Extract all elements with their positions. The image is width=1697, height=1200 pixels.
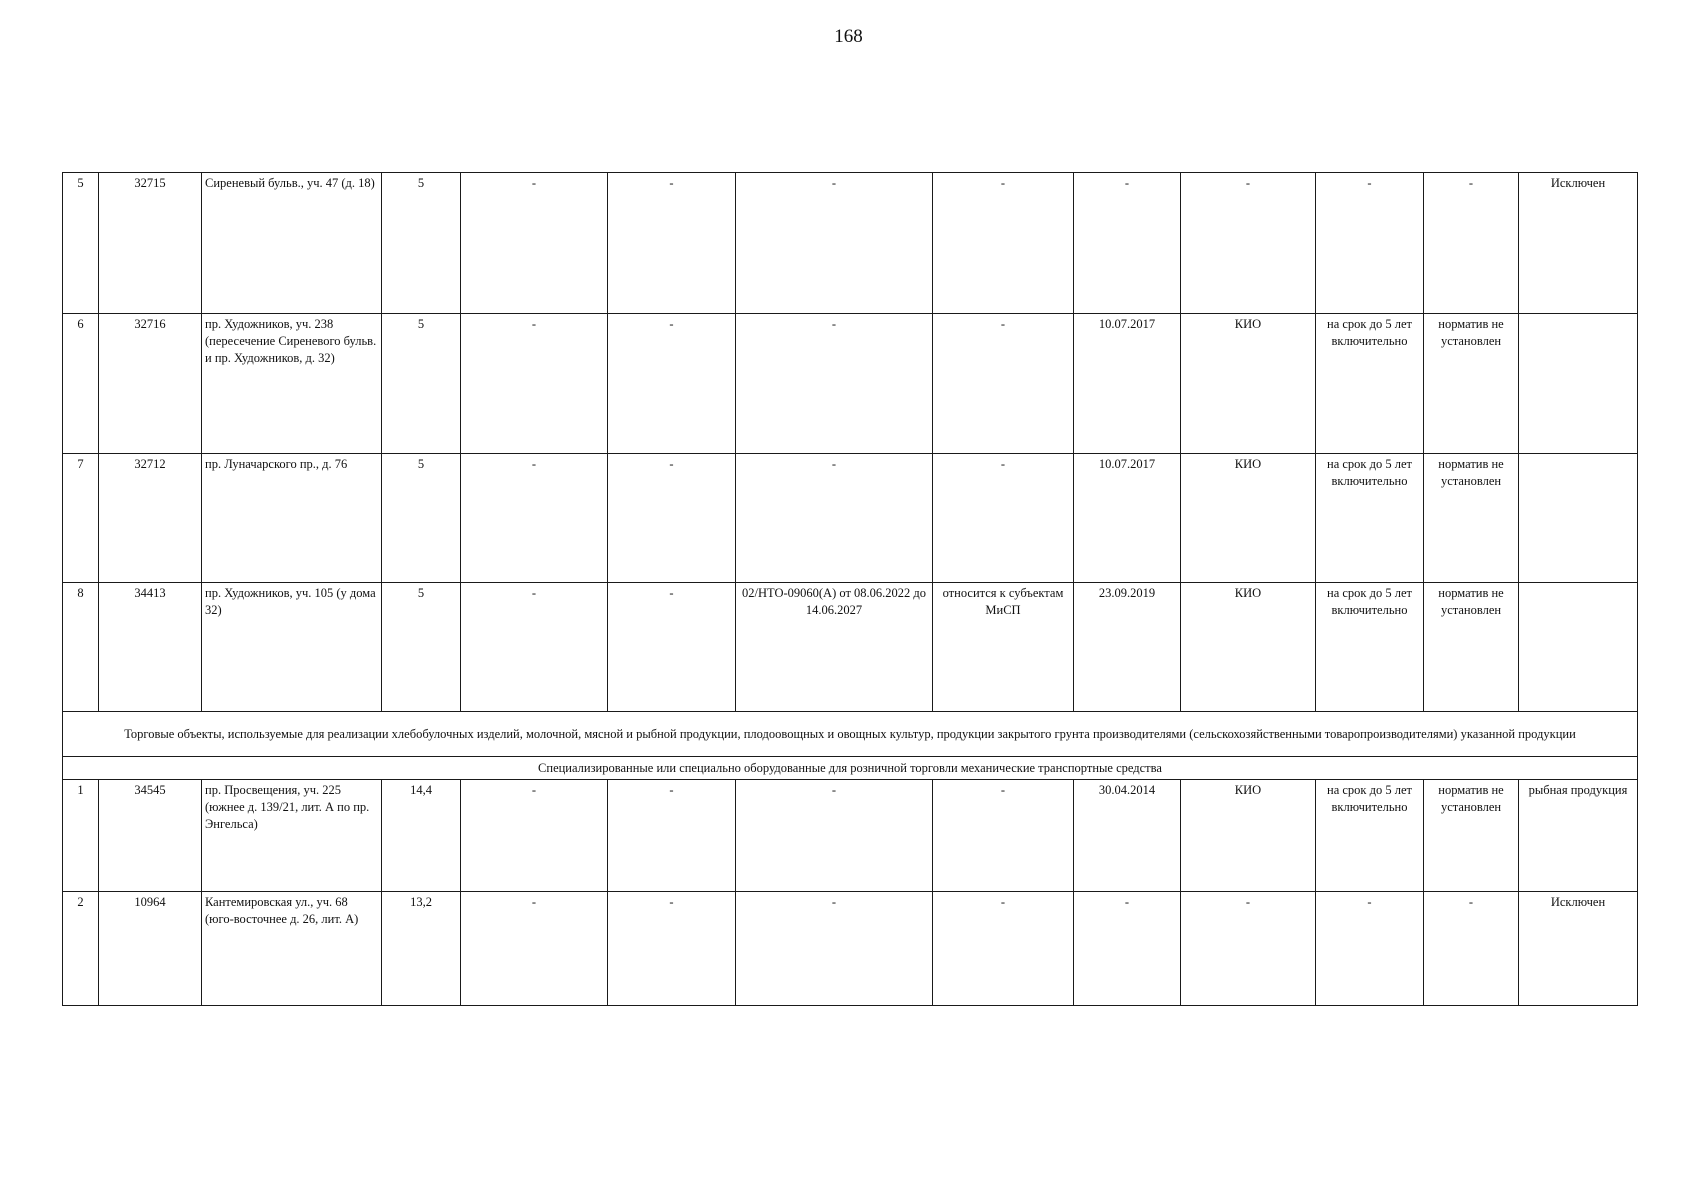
address: Сиреневый бульв., уч. 47 (д. 18): [202, 173, 382, 314]
inclusion-date: -: [1074, 892, 1181, 1006]
term: на срок до 5 лет включительно: [1316, 314, 1424, 454]
area: 13,2: [382, 892, 461, 1006]
cell-col5: -: [461, 583, 608, 712]
msp-status: -: [933, 780, 1074, 892]
area: 5: [382, 173, 461, 314]
note: [1519, 454, 1638, 583]
authority: КИО: [1181, 780, 1316, 892]
cell-col6: -: [608, 780, 736, 892]
term: на срок до 5 лет включительно: [1316, 583, 1424, 712]
note: Исключен: [1519, 173, 1638, 314]
contract: -: [736, 454, 933, 583]
contract: -: [736, 780, 933, 892]
note: Исключен: [1519, 892, 1638, 1006]
row-number: 1: [63, 780, 99, 892]
register-table: [62, 172, 1638, 1006]
norm: -: [1424, 892, 1519, 1006]
row-number: 5: [63, 173, 99, 314]
cell-col6: -: [608, 314, 736, 454]
contract: -: [736, 173, 933, 314]
address: пр. Художников, уч. 238 (пересечение Сиреневого бульв. и пр. Художников, д. 32): [202, 314, 382, 454]
msp-status: -: [933, 892, 1074, 1006]
norm: -: [1424, 173, 1519, 314]
contract: -: [736, 892, 933, 1006]
cell-col6: -: [608, 892, 736, 1006]
table-row: [63, 454, 1638, 583]
address: пр. Просвещения, уч. 225 (южнее д. 139/21, лит. А по пр. Энгельса): [202, 780, 382, 892]
cell-col5: -: [461, 173, 608, 314]
object-id: 34413: [99, 583, 202, 712]
cell-col5: -: [461, 314, 608, 454]
object-id: 10964: [99, 892, 202, 1006]
norm: норматив не установлен: [1424, 454, 1519, 583]
norm: норматив не установлен: [1424, 314, 1519, 454]
cell-col6: -: [608, 454, 736, 583]
address: пр. Луначарского пр., д. 76: [202, 454, 382, 583]
row-number: 7: [63, 454, 99, 583]
area: 5: [382, 454, 461, 583]
authority: -: [1181, 892, 1316, 1006]
inclusion-date: 30.04.2014: [1074, 780, 1181, 892]
object-id: 32712: [99, 454, 202, 583]
page-number: 168: [834, 26, 863, 47]
norm: норматив не установлен: [1424, 583, 1519, 712]
table-row: [63, 173, 1638, 314]
authority: КИО: [1181, 454, 1316, 583]
object-id: 32716: [99, 314, 202, 454]
cell-col5: -: [461, 780, 608, 892]
term: на срок до 5 лет включительно: [1316, 780, 1424, 892]
address: Кантемировская ул., уч. 68 (юго-восточнее д. 26, лит. А): [202, 892, 382, 1006]
msp-status: -: [933, 314, 1074, 454]
subsection-heading-row: [63, 757, 1638, 780]
row-number: 2: [63, 892, 99, 1006]
cell-col6: -: [608, 173, 736, 314]
msp-status: -: [933, 454, 1074, 583]
area: 14,4: [382, 780, 461, 892]
term: -: [1316, 173, 1424, 314]
table-row: [63, 892, 1638, 1006]
term: на срок до 5 лет включительно: [1316, 454, 1424, 583]
area: 5: [382, 314, 461, 454]
object-id: 34545: [99, 780, 202, 892]
note: [1519, 314, 1638, 454]
address: пр. Художников, уч. 105 (у дома 32): [202, 583, 382, 712]
inclusion-date: 10.07.2017: [1074, 314, 1181, 454]
inclusion-date: 23.09.2019: [1074, 583, 1181, 712]
authority: -: [1181, 173, 1316, 314]
cell-col5: -: [461, 892, 608, 1006]
note: рыбная продукция: [1519, 780, 1638, 892]
authority: КИО: [1181, 314, 1316, 454]
term: -: [1316, 892, 1424, 1006]
object-id: 32715: [99, 173, 202, 314]
authority: КИО: [1181, 583, 1316, 712]
msp-status: -: [933, 173, 1074, 314]
contract: 02/НТО-09060(А) от 08.06.2022 до 14.06.2027: [736, 583, 933, 712]
area: 5: [382, 583, 461, 712]
msp-status: относится к субъектам МиСП: [933, 583, 1074, 712]
row-number: 6: [63, 314, 99, 454]
row-number: 8: [63, 583, 99, 712]
table-row: [63, 583, 1638, 712]
inclusion-date: -: [1074, 173, 1181, 314]
section-heading-row: [63, 712, 1638, 757]
norm: норматив не установлен: [1424, 780, 1519, 892]
note: [1519, 583, 1638, 712]
contract: -: [736, 314, 933, 454]
cell-col5: -: [461, 454, 608, 583]
section-title: Торговые объекты, используемые для реализации хлебобулочных изделий, молочной, мясной и рыбной продукции, плодоовощных и овощных культур, продукции закрытого грунта производителями (сельскохозяйственными товаропроизводителями) указанной продукции: [63, 712, 1638, 757]
cell-col6: -: [608, 583, 736, 712]
table-row: [63, 780, 1638, 892]
table-row: [63, 314, 1638, 454]
subsection-title: Специализированные или специально оборудованные для розничной торговли механические транспортные средства: [63, 757, 1638, 780]
inclusion-date: 10.07.2017: [1074, 454, 1181, 583]
